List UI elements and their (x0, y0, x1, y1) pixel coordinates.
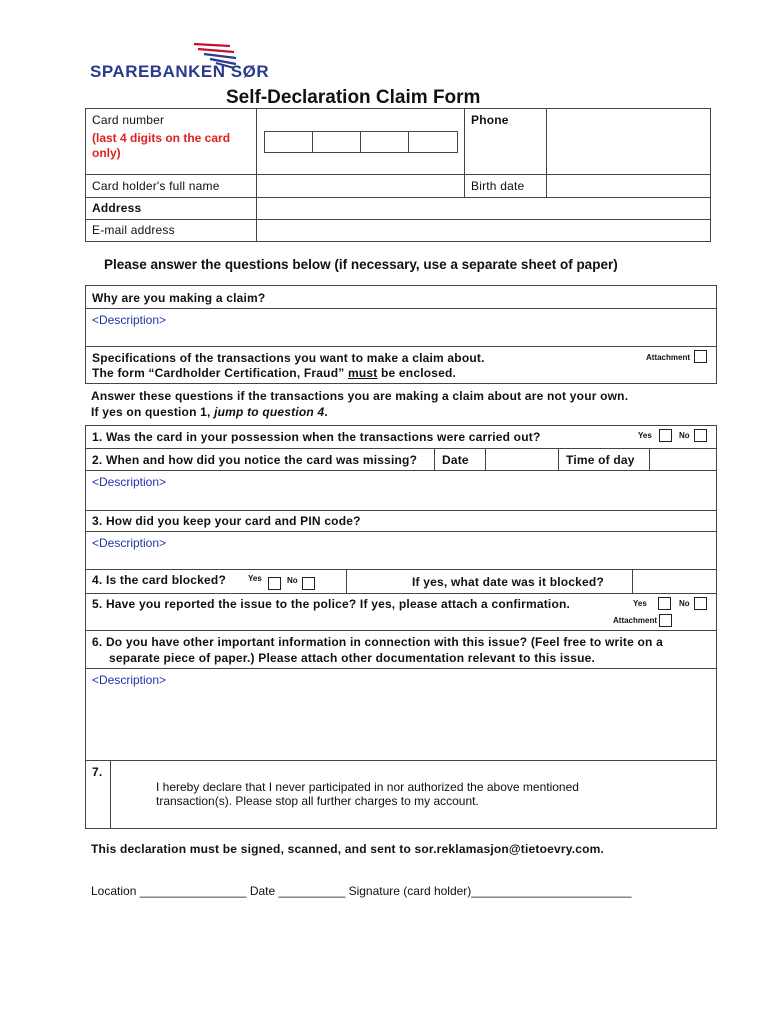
q1-text: 1. Was the card in your possession when the transactions were carried out? (92, 430, 541, 444)
birth-date-field[interactable] (547, 175, 710, 197)
q5-no-label: No (679, 599, 690, 608)
card-digit-2[interactable] (312, 131, 361, 153)
q7-line1: I hereby declare that I never participated in nor authorized the above mentioned (156, 780, 579, 794)
answer-intro-italic: jump to question 4 (214, 405, 325, 419)
q2-time-field[interactable] (650, 449, 716, 470)
q4-yes-checkbox[interactable] (268, 577, 281, 590)
spec-line2 (92, 366, 456, 380)
card-number-label: Card number (92, 113, 165, 127)
q7-line2: transaction(s). Please stop all further charges to my account. (156, 794, 479, 808)
spec-must: must (347, 366, 378, 380)
questions-box (85, 425, 717, 829)
q4-followup-label: If yes, what date was it blocked? (412, 575, 604, 589)
q2-text: 2. When and how did you notice the card was missing? (92, 453, 418, 467)
q5-yes-checkbox[interactable] (658, 597, 671, 610)
card-digit-1[interactable] (264, 131, 313, 153)
q2-date-label: Date (442, 453, 469, 467)
address-field[interactable] (257, 198, 710, 219)
q3-text: 3. How did you keep your card and PIN code? (92, 514, 361, 528)
form-title: Self-Declaration Claim Form (226, 87, 481, 108)
q6-line2: separate piece of paper.) Please attach other documentation relevant to this issue. (109, 651, 596, 665)
answer-intro-line1: Answer these questions if the transactions you are making a claim about are not your own. (91, 389, 629, 403)
card-digits-field[interactable] (264, 131, 458, 153)
q6-line1: 6. Do you have other important information in connection with this issue? (Feel free to write on a (92, 635, 663, 649)
q5-attachment-label: Attachment (613, 616, 658, 625)
q3-description[interactable]: <Description> (92, 536, 167, 550)
answer-intro-prefix: If yes on question 1, (91, 405, 215, 419)
brand-logo (90, 40, 270, 84)
claim-attachment-checkbox[interactable] (694, 350, 707, 363)
answer-intro-suffix: . (324, 405, 328, 419)
q2-time-label: Time of day (566, 453, 635, 467)
holder-name-label: Card holder's full name (92, 179, 220, 193)
spec-line2-prefix: The form “Cardholder Certification, Fraud” (92, 366, 348, 380)
phone-label: Phone (471, 113, 509, 127)
why-claim-description[interactable]: <Description> (92, 313, 167, 327)
q4-yes-label: Yes (248, 574, 262, 583)
holder-name-field[interactable] (257, 175, 464, 197)
card-digit-4[interactable] (408, 131, 458, 153)
why-claim-label: Why are you making a claim? (92, 291, 266, 305)
signature-line[interactable]: Location ________________ Date __________ Signature (card holder)________________________ (91, 884, 632, 898)
email-label: E-mail address (92, 223, 175, 237)
q1-no-checkbox[interactable] (694, 429, 707, 442)
address-label: Address (92, 201, 142, 215)
q1-yes-label: Yes (638, 431, 652, 440)
send-instruction: This declaration must be signed, scanned, and sent to sor.reklamasjon@tietoevry.com. (91, 842, 605, 856)
instruction-text: Please answer the questions below (if necessary, use a separate sheet of paper) (104, 257, 618, 272)
q7-number: 7. (92, 765, 103, 779)
q5-text: 5. Have you reported the issue to the police? If yes, please attach a confirmation. (92, 597, 571, 611)
q4-blocked-date-field[interactable] (633, 570, 716, 593)
q4-text: 4. Is the card blocked? (92, 573, 226, 587)
birth-date-label: Birth date (471, 179, 525, 193)
card-number-note: (last 4 digits on the card only) (92, 131, 231, 160)
q4-no-label: No (287, 576, 298, 585)
q2-description[interactable]: <Description> (92, 475, 167, 489)
q4-no-checkbox[interactable] (302, 577, 315, 590)
answer-intro-line2 (91, 405, 328, 419)
q1-no-label: No (679, 431, 690, 440)
q1-yes-checkbox[interactable] (659, 429, 672, 442)
spec-line1: Specifications of the transactions you want to make a claim about. (92, 351, 485, 365)
q6-description[interactable]: <Description> (92, 673, 167, 687)
q5-attachment-checkbox[interactable] (659, 614, 672, 627)
phone-field[interactable] (547, 109, 710, 174)
brand-name: SPAREBANKEN SØR (90, 62, 270, 81)
email-field[interactable] (257, 220, 710, 241)
claim-attachment-label: Attachment (646, 353, 691, 362)
q5-yes-label: Yes (633, 599, 647, 608)
q5-no-checkbox[interactable] (694, 597, 707, 610)
spec-line2-suffix: be enclosed. (377, 366, 457, 380)
card-digit-3[interactable] (360, 131, 409, 153)
q2-date-field[interactable] (486, 449, 558, 470)
